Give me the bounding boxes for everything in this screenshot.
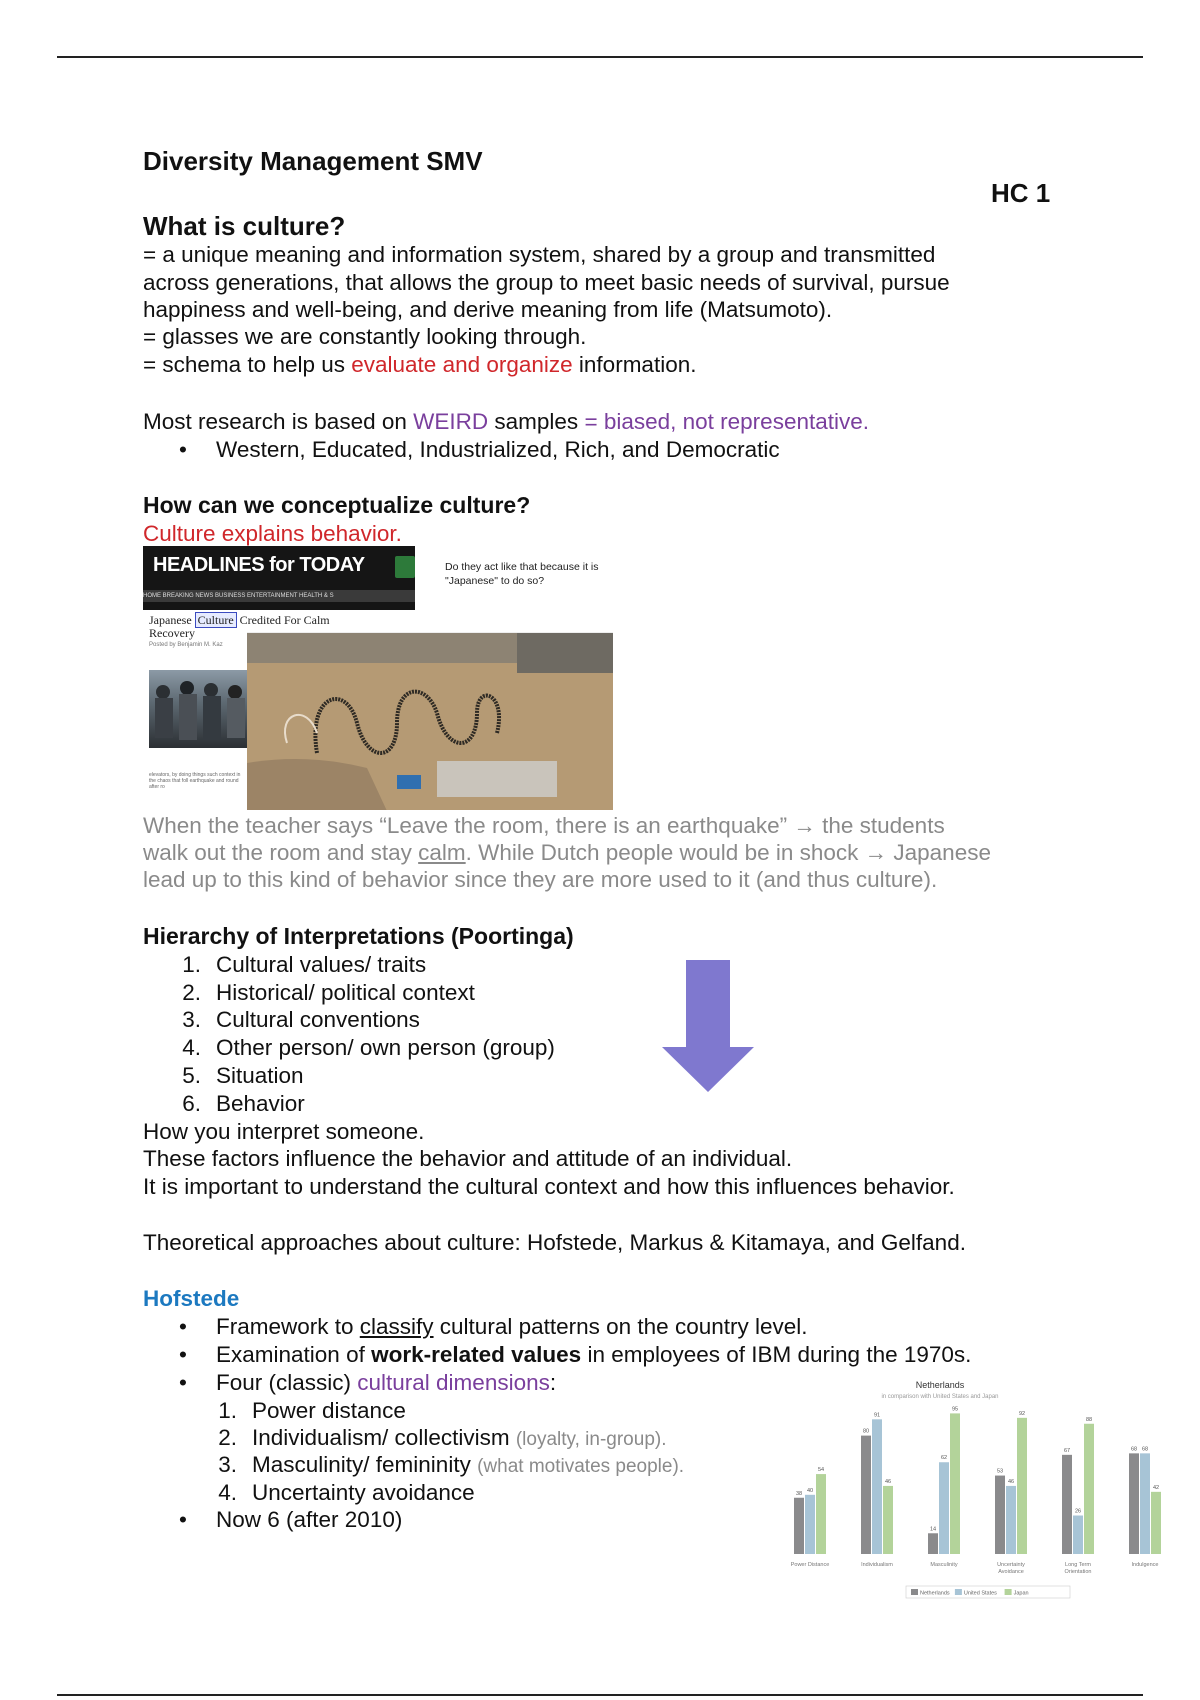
culture-heading: What is culture?	[143, 211, 346, 241]
news-badge-icon	[395, 556, 415, 578]
culture-highlight-box: Culture	[195, 612, 237, 628]
schema-end: information.	[572, 352, 697, 377]
schema-line	[143, 351, 696, 379]
weird-word: WEIRD	[413, 409, 489, 434]
cultural-dimensions: cultural dimensions	[357, 1370, 550, 1395]
hierarchy-item-4: Other person/ own person (group)	[216, 1035, 555, 1060]
chart-bar	[1073, 1516, 1083, 1554]
list-number: 2.	[182, 980, 201, 1005]
chart-category-label: Long Term	[1065, 1562, 1091, 1568]
chart-category-label: Power Distance	[790, 1562, 830, 1568]
list-number: 4.	[218, 1480, 237, 1505]
list-number: 4.	[182, 1035, 201, 1060]
b2-post: in employees of IBM during the 1970s.	[581, 1342, 972, 1367]
schema-highlight: evaluate and organize	[351, 352, 573, 377]
hierarchy-heading: Hierarchy of Interpretations (Poortinga)	[143, 923, 574, 949]
chart-bar	[1129, 1453, 1139, 1554]
approaches-line: Theoretical approaches about culture: Hofstede, Markus & Kitamaya, and Gelfand.	[143, 1230, 966, 1255]
chart-data-label: 62	[940, 1455, 948, 1462]
news-headline-post: Credited For Calm	[236, 613, 330, 627]
chart-bar	[1062, 1455, 1072, 1554]
document-title: Diversity Management SMV	[143, 146, 483, 176]
lecture-label: HC 1	[991, 178, 1051, 208]
chart-bar	[805, 1495, 815, 1554]
chart-bar	[1017, 1418, 1027, 1554]
chart-bar	[928, 1533, 938, 1554]
bullet-icon: •	[179, 1370, 187, 1395]
definition-line-3: happiness and well-being, and derive meaning from life (Matsumoto).	[143, 297, 833, 322]
chart-category-label: Uncertainty	[997, 1562, 1025, 1568]
weird-text: Most research is based on	[143, 409, 414, 434]
chart-data-label: 95	[951, 1406, 959, 1413]
bullet-icon: •	[179, 1342, 187, 1367]
crowd-photo	[149, 670, 249, 748]
chart-legend-swatch	[955, 1589, 962, 1595]
definition-line-2: across generations, that allows the group to meet basic needs of survival, pursue	[143, 270, 950, 295]
news-nav: HOME BREAKING NEWS BUSINESS ENTERTAINMENT HEALTH & S	[143, 590, 415, 602]
dimension-label: Individualism/ collectivism	[252, 1425, 510, 1450]
chart-data-label: 68	[1141, 1446, 1149, 1453]
chart-category-label: Indulgence	[1131, 1562, 1159, 1568]
hofstede-bullet-4: Now 6 (after 2010)	[216, 1507, 403, 1532]
chart-bar	[861, 1436, 871, 1554]
chart-bar	[950, 1413, 960, 1554]
culture-explains-behavior: Culture explains behavior.	[143, 521, 402, 546]
hofstede-bullet-3	[216, 1369, 556, 1397]
hofstede-bullet-2	[216, 1341, 971, 1369]
hierarchy-after-1: How you interpret someone.	[143, 1119, 425, 1144]
chart-bar	[1006, 1486, 1016, 1554]
chart-category-label: Individualism	[861, 1562, 893, 1568]
hierarchy-item-6: Behavior	[216, 1091, 305, 1116]
top-rule	[57, 56, 1143, 58]
hierarchy-item-1: Cultural values/ traits	[216, 952, 427, 977]
chart-bar	[872, 1419, 882, 1554]
chart-data-label: 54	[817, 1467, 825, 1474]
chart-bar	[939, 1462, 949, 1554]
b1-pre: Framework to	[216, 1314, 360, 1339]
weird-note: = biased, not representative.	[584, 409, 869, 434]
chart-legend-label: Netherlands	[920, 1590, 950, 1597]
teacher-line-2-pre: walk out the room and stay	[143, 840, 419, 865]
dimension-note: (what motivates people).	[477, 1456, 685, 1477]
chart-bar	[794, 1498, 804, 1554]
news-article-image	[143, 546, 613, 810]
chart-data-label: 42	[1152, 1484, 1160, 1491]
news-headline-line2: Recovery	[149, 626, 195, 640]
schoolyard-aerial-photo	[247, 632, 613, 810]
b1-post: cultural patterns on the country level.	[433, 1314, 808, 1339]
hofstede-bullet-1	[216, 1313, 808, 1341]
down-arrow-icon	[662, 960, 754, 1092]
list-number: 6.	[182, 1091, 201, 1116]
list-number: 5.	[182, 1063, 201, 1088]
chart-subtitle: in comparison with United States and Japan	[881, 1394, 999, 1400]
chart-data-label: 67	[1063, 1447, 1071, 1454]
teacher-line-2	[143, 839, 991, 867]
dimension-label: Masculinity/ femininity	[252, 1452, 471, 1477]
chart-legend-swatch	[1005, 1589, 1012, 1595]
schema-text: = schema to help us	[143, 352, 352, 377]
teacher-line-2-post: . While Dutch people would be in shock → Japanese	[465, 840, 991, 865]
chart-data-label: 38	[795, 1490, 803, 1497]
dimension-label: Power distance	[252, 1398, 406, 1423]
b3-post: :	[549, 1370, 557, 1395]
chart-bar	[1084, 1424, 1094, 1554]
chart-bar	[1151, 1492, 1161, 1554]
teacher-line-3: lead up to this kind of behavior since they are more used to it (and thus culture).	[143, 867, 938, 892]
chart-bar	[1140, 1453, 1150, 1554]
bottom-rule	[57, 1694, 1143, 1696]
work-related-values: work-related values	[371, 1342, 582, 1367]
news-byline: Posted by Benjamin M. Kaz	[149, 642, 223, 648]
hofstede-chart	[790, 1378, 1180, 1608]
news-header	[143, 546, 415, 610]
chart-data-label: 53	[996, 1468, 1004, 1475]
classify-word: classify	[359, 1314, 434, 1339]
chart-data-label: 91	[873, 1412, 881, 1419]
hofstede-heading: Hofstede	[143, 1286, 240, 1311]
chart-data-label: 80	[862, 1428, 870, 1435]
chart-data-label: 88	[1085, 1416, 1093, 1423]
hierarchy-item-3: Cultural conventions	[216, 1007, 420, 1032]
chart-data-label: 68	[1130, 1446, 1138, 1453]
weird-line	[143, 408, 869, 436]
b2-pre: Examination of	[216, 1342, 372, 1367]
dimension-label: Uncertainty avoidance	[252, 1480, 475, 1505]
definition-line-4: = glasses we are constantly looking through.	[143, 324, 587, 349]
list-number: 3.	[182, 1007, 201, 1032]
chart-title: Netherlands	[915, 1380, 965, 1390]
list-number: 1.	[218, 1398, 237, 1423]
chart-legend-swatch	[911, 1589, 918, 1595]
news-caption: elevators, by doing things such context in the chaos that foll earthquake and round after ro	[149, 772, 241, 790]
news-logo: HEADLINES for TODAY	[153, 554, 365, 576]
chart-data-label: 92	[1018, 1410, 1026, 1417]
bullet-icon: •	[179, 437, 187, 462]
teacher-line-1: When the teacher says “Leave the room, there is an earthquake” → the students	[143, 813, 945, 838]
list-number: 1.	[182, 952, 201, 977]
bullet-icon: •	[179, 1507, 187, 1532]
weird-bullet-text: Western, Educated, Industrialized, Rich, and Democratic	[216, 437, 780, 462]
chart-category-label: Masculinity	[930, 1562, 958, 1568]
chart-bar	[816, 1474, 826, 1554]
chart-bar	[883, 1486, 893, 1554]
chart-bar	[995, 1476, 1005, 1554]
chart-data-label: 46	[1007, 1478, 1015, 1485]
chart-data-label: 46	[884, 1478, 892, 1485]
chart-category-label: Avoidance	[998, 1569, 1024, 1575]
chart-legend-label: United States	[963, 1590, 997, 1597]
hierarchy-after-3: It is important to understand the cultural context and how this influences behavior.	[143, 1174, 955, 1199]
news-headline-pre: Japanese	[149, 613, 195, 627]
hierarchy-after-2: These factors influence the behavior and attitude of an individual.	[143, 1146, 793, 1171]
chart-data-label: 14	[929, 1526, 937, 1533]
bullet-icon: •	[179, 1314, 187, 1339]
dimension-note: (loyalty, in-group).	[515, 1429, 667, 1450]
conceptualize-heading: How can we conceptualize culture?	[143, 492, 531, 518]
chart-data-label: 40	[806, 1487, 814, 1494]
hierarchy-item-2: Historical/ political context	[216, 980, 475, 1005]
definition-line-1: = a unique meaning and information system, shared by a group and transmitted	[143, 242, 936, 267]
weird-mid: samples	[488, 409, 585, 434]
list-number: 2.	[218, 1425, 237, 1450]
hierarchy-item-5: Situation	[216, 1063, 304, 1088]
list-number: 3.	[218, 1452, 237, 1477]
calm-word: calm	[418, 840, 466, 865]
chart-legend-label: Japan	[1013, 1590, 1029, 1597]
chart-data-label: 26	[1074, 1508, 1082, 1515]
chart-category-label: Orientation	[1064, 1569, 1092, 1575]
news-question: Do they act like that because it is "Japanese" to do so?	[445, 561, 599, 587]
b3-pre: Four (classic)	[216, 1370, 358, 1395]
